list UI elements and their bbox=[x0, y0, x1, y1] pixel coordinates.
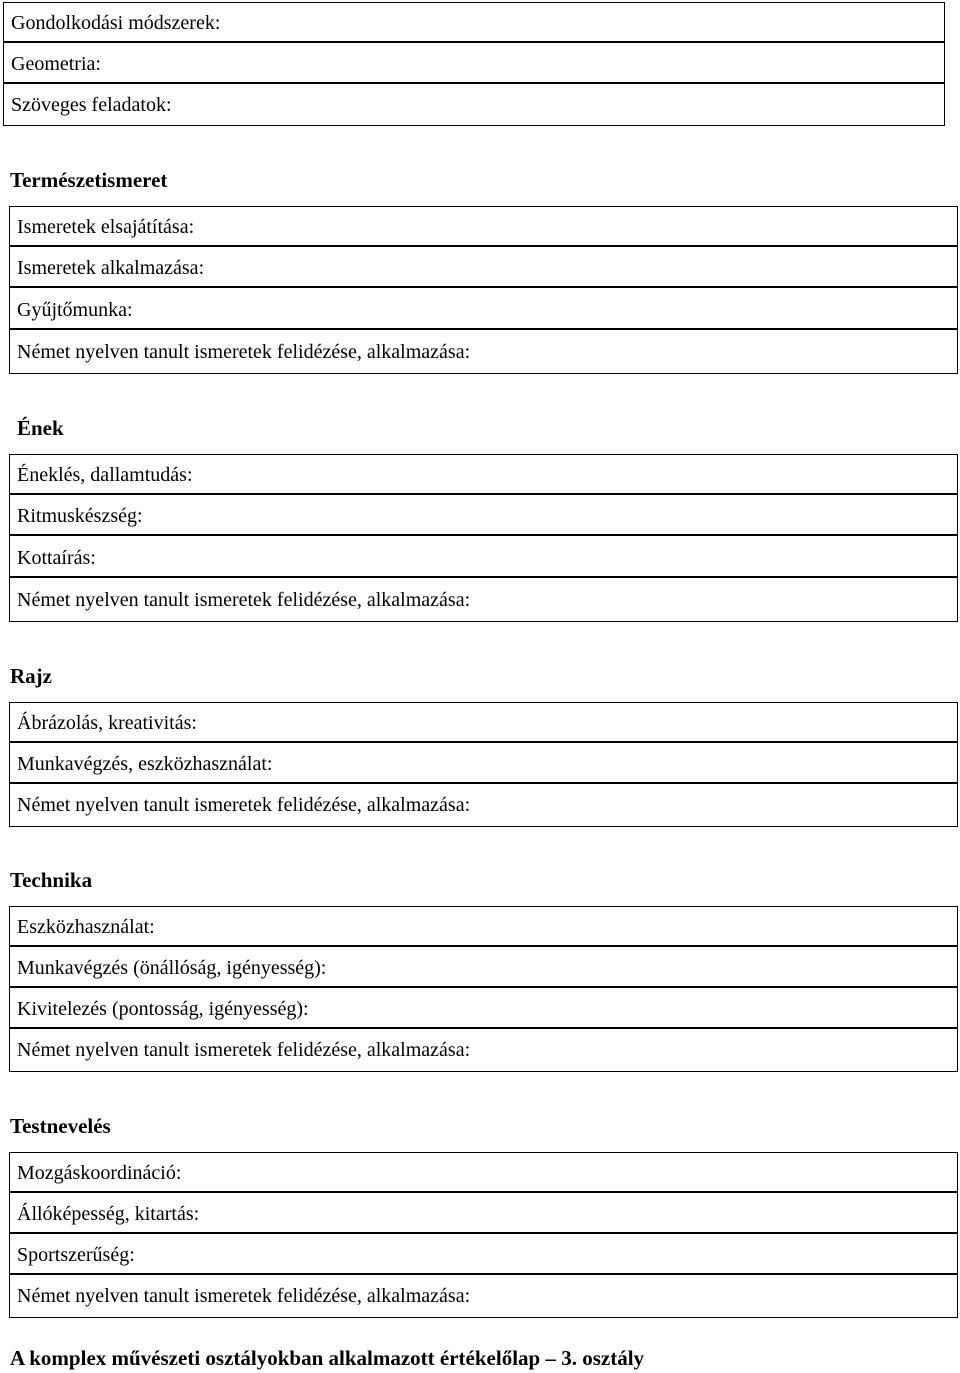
table-row bbox=[10, 248, 957, 288]
page-footer-title: A komplex művészeti osztályokban alkalmazott értékelőlap – 3. osztály bbox=[10, 1346, 645, 1370]
table-row bbox=[10, 1235, 957, 1275]
termeszetismeret-table bbox=[9, 206, 958, 374]
table-row bbox=[4, 3, 944, 43]
row-label: Kivitelezés (pontosság, igényesség): bbox=[17, 998, 309, 1020]
row-label: Ábrázolás, kreativitás: bbox=[17, 712, 197, 734]
row-label: Éneklés, dallamtudás: bbox=[17, 464, 193, 486]
table-row bbox=[10, 703, 957, 743]
enek-table bbox=[9, 454, 958, 622]
table-row bbox=[10, 1276, 957, 1316]
table-row bbox=[10, 1153, 957, 1193]
table-row bbox=[10, 332, 957, 372]
row-label: Szöveges feladatok: bbox=[11, 94, 172, 116]
table-row bbox=[10, 496, 957, 536]
row-label: Ritmuskészség: bbox=[17, 505, 143, 527]
row-label: Gyűjtőmunka: bbox=[17, 299, 133, 321]
table-row bbox=[10, 744, 957, 784]
technika-table bbox=[9, 906, 958, 1072]
matematika-table bbox=[3, 2, 945, 126]
row-label: Munkavégzés (önállóság, igényesség): bbox=[17, 957, 327, 979]
section-title-termeszetismeret: Természetismeret bbox=[10, 168, 168, 192]
row-label: Német nyelven tanult ismeretek felidézése, alkalmazása: bbox=[17, 794, 471, 816]
table-row bbox=[10, 785, 957, 825]
row-label: Német nyelven tanult ismeretek felidézése, alkalmazása: bbox=[17, 341, 471, 363]
table-row bbox=[10, 907, 957, 947]
section-title-technika: Technika bbox=[10, 868, 93, 892]
row-label: Sportszerűség: bbox=[17, 1244, 135, 1266]
section-title-rajz: Rajz bbox=[10, 664, 52, 688]
row-label: Ismeretek elsajátítása: bbox=[17, 216, 195, 238]
row-label: Ismeretek alkalmazása: bbox=[17, 257, 205, 279]
table-row bbox=[10, 989, 957, 1029]
table-row bbox=[10, 948, 957, 988]
rajz-table bbox=[9, 702, 958, 827]
row-label: Német nyelven tanult ismeretek felidézése, alkalmazása: bbox=[17, 589, 471, 611]
row-label: Munkavégzés, eszközhasználat: bbox=[17, 753, 273, 775]
row-label: Német nyelven tanult ismeretek felidézése, alkalmazása: bbox=[17, 1039, 471, 1061]
section-title-testneveles: Testnevelés bbox=[10, 1114, 111, 1138]
row-label: Eszközhasználat: bbox=[17, 916, 155, 938]
table-row bbox=[10, 538, 957, 578]
table-row bbox=[10, 207, 957, 247]
table-row bbox=[10, 580, 957, 620]
row-label: Kottaírás: bbox=[17, 547, 96, 569]
table-row bbox=[4, 44, 944, 84]
table-row bbox=[10, 1194, 957, 1234]
testneveles-table bbox=[9, 1152, 958, 1318]
row-label: Állóképesség, kitartás: bbox=[17, 1203, 200, 1225]
row-label: Geometria: bbox=[11, 53, 101, 75]
table-row bbox=[10, 1030, 957, 1070]
row-label: Mozgáskoordináció: bbox=[17, 1162, 182, 1184]
table-row bbox=[10, 455, 957, 495]
table-row bbox=[4, 85, 944, 125]
table-row bbox=[10, 290, 957, 330]
section-title-enek: Ének bbox=[17, 416, 64, 440]
row-label: Német nyelven tanult ismeretek felidézése, alkalmazása: bbox=[17, 1285, 471, 1307]
row-label: Gondolkodási módszerek: bbox=[11, 12, 221, 34]
